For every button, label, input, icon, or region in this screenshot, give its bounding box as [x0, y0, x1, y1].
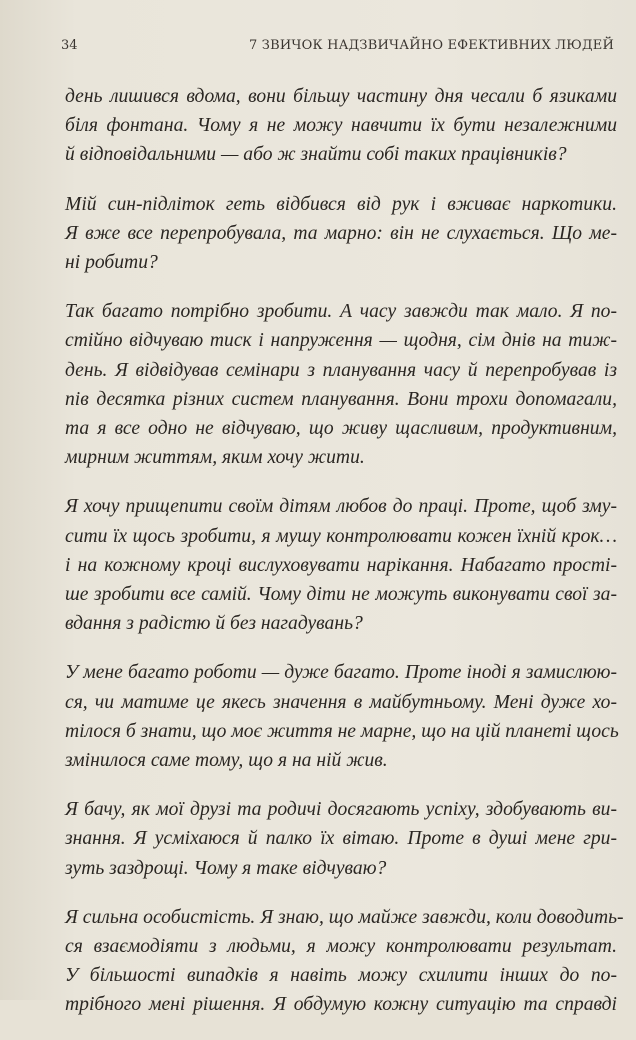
text-line: день лишився вдома, вони більшу частину дня чесали б язиками: [65, 86, 617, 107]
text-line: мирним життям, яким хочу жити.: [65, 447, 365, 469]
text-line: ше зробити все самій. Чому діти не можуть виконувати свої за-: [65, 584, 617, 606]
text-line: трібного мені рішення. Я обдумую кожну ситуацію та справді: [65, 994, 617, 1016]
text-line: та я все одно не відчуваю, що живу щасливим, продуктивним,: [65, 418, 617, 440]
paragraph-3: [65, 297, 617, 472]
text-line: біля фонтана. Чому я не можу навчити їх бути незалежними: [65, 115, 617, 137]
paragraph-4: [65, 492, 617, 638]
text-line: Мій син-підліток геть відбився від рук і вживає наркотики.: [65, 193, 617, 215]
text-line: пів десятка різних систем планування. Вони трохи допомагали,: [65, 388, 617, 410]
text-line: ся, чи матиме це якесь значення в майбутньому. Мені дуже хо-: [65, 691, 617, 713]
text-line: день. Я відвідував семінари з планування часу й перепробував із: [65, 359, 617, 381]
paragraph-6: [65, 795, 617, 883]
text-line: тілося б знати, що моє життя не марне, що на цій планеті щось: [65, 720, 619, 742]
page-number: 34: [61, 38, 78, 53]
text-line: ся взаємодіяти з людьми, я можу контролювати результат.: [65, 936, 617, 958]
paragraph-7: [65, 903, 624, 1020]
text-line: стійно відчуваю тиск і напруження — щодня, сім днів на тиж-: [65, 330, 617, 352]
text-line: Я хочу прищепити своїм дітям любов до праці. Проте, щоб зму-: [65, 496, 617, 518]
text-line: Я сильна особистість. Я знаю, що майже завжди, коли доводить-: [65, 906, 624, 928]
page-header: [61, 38, 614, 58]
text-line: Я вже все перепробувала, та марно: він не слухається. Що ме-: [65, 222, 617, 244]
body-text: [65, 82, 624, 1040]
text-line: Так багато потрібно зробити. А часу завжди так мало. Я по-: [65, 301, 617, 323]
paragraph-1: [65, 82, 617, 170]
text-line: змінилося саме тому, що я на ній жив.: [65, 750, 388, 772]
text-line: знання. Я усміхаюся й палко їх вітаю. Проте в душі мене гри-: [65, 828, 617, 850]
text-line: Я бачу, як мої друзі та родичі досягають успіху, здобувають ви-: [65, 799, 617, 821]
text-line: й відповідальними — або ж знайти собі таких працівників?: [65, 144, 567, 166]
text-line: вдання з радістю й без нагадувань?: [65, 613, 363, 635]
text-line: У більшості випадків я навіть можу схилити інших до по-: [65, 965, 617, 987]
text-line: зуть заздрощі. Чому я таке відчуваю?: [65, 857, 387, 879]
text-line: ні робити?: [65, 252, 158, 274]
paragraph-5: [65, 658, 617, 775]
text-line: У мене багато роботи — дуже багато. Проте іноді я замислюю-: [65, 662, 617, 684]
text-line: і на кожному кроці вислуховувати нарікання. Набагато прості-: [65, 554, 617, 576]
paragraph-2: [65, 190, 617, 278]
running-head: 7 ЗВИЧОК НАДЗВИЧАЙНО ЕФЕКТИВНИХ ЛЮДЕЙ: [248, 38, 614, 53]
text-line: сити їх щось зробити, я мушу контролювати кожен їхній крок…: [65, 525, 617, 547]
